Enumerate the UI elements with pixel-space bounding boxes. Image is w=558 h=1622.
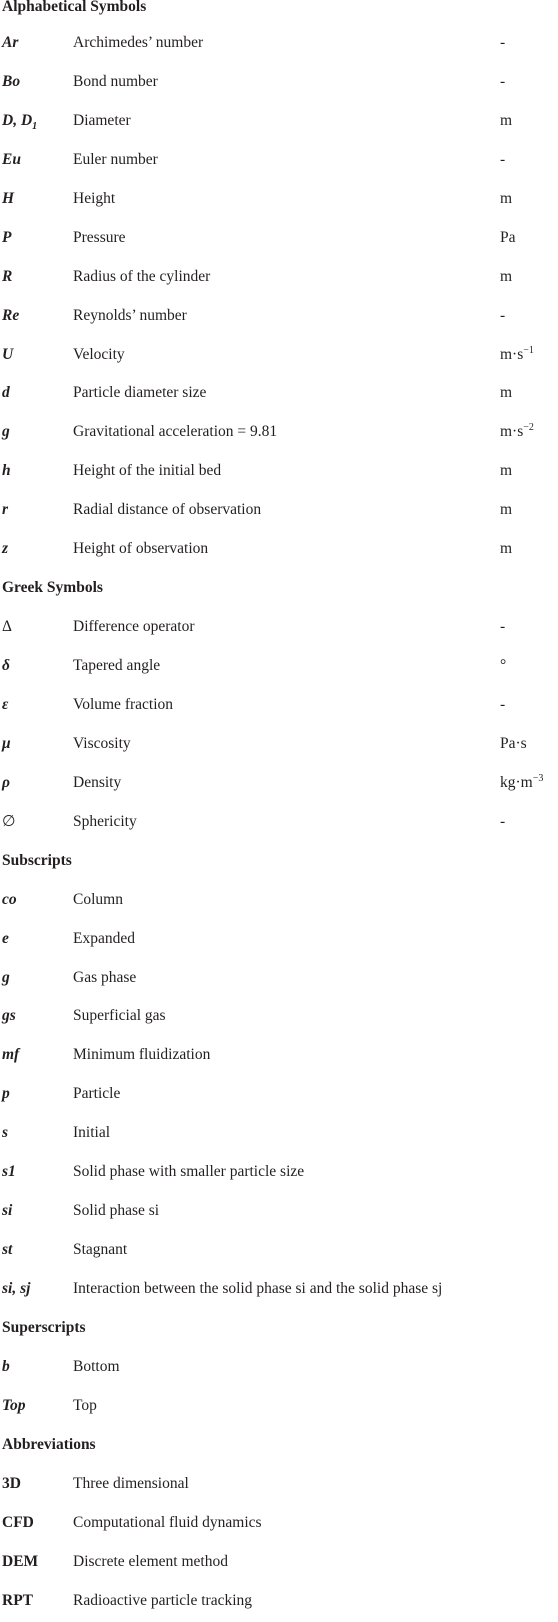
nomenclature-row	[0, 1233, 558, 1272]
nomenclature-row	[0, 1545, 558, 1584]
description-cell: Three dimensional	[73, 1473, 189, 1495]
nomenclature-row	[0, 221, 558, 260]
section-heading-row	[0, 1428, 558, 1467]
symbol-cell	[2, 772, 10, 794]
symbol-cell	[2, 1356, 10, 1378]
nomenclature-row	[0, 1272, 558, 1311]
symbol-text: P	[2, 229, 11, 246]
unit-cell	[500, 305, 505, 327]
unit-text: Pa·s	[500, 735, 527, 752]
unit-text: m	[500, 384, 512, 401]
symbol-cell	[2, 889, 17, 911]
section-heading-row	[0, 844, 558, 883]
nomenclature-row	[0, 766, 558, 805]
nomenclature-row	[0, 299, 558, 338]
symbol-text: si, sj	[2, 1280, 30, 1297]
nomenclature-row	[0, 65, 558, 104]
symbol-text: d	[2, 384, 10, 401]
symbol-cell	[2, 1239, 12, 1261]
nomenclature-row	[0, 1350, 558, 1389]
nomenclature-row	[0, 532, 558, 571]
nomenclature-row	[0, 805, 558, 844]
description-cell: Euler number	[73, 149, 158, 171]
nomenclature-row	[0, 999, 558, 1038]
description-cell: Top	[73, 1395, 97, 1417]
nomenclature-row	[0, 454, 558, 493]
symbol-cell	[2, 32, 18, 54]
symbol-text: U	[2, 346, 13, 363]
symbol-text: co	[2, 891, 17, 908]
symbol-cell	[2, 460, 11, 482]
description-cell: Particle diameter size	[73, 382, 206, 404]
description-cell: Density	[73, 772, 121, 794]
symbol-text: r	[2, 501, 8, 518]
unit-text: m·s	[500, 423, 523, 440]
unit-cell	[500, 188, 512, 210]
symbol-text: RPT	[2, 1592, 33, 1609]
unit-text: -	[500, 307, 505, 324]
symbol-cell	[2, 227, 11, 249]
symbol-text: μ	[2, 735, 11, 752]
symbol-text: 3D	[2, 1475, 21, 1492]
symbol-cell	[2, 811, 16, 833]
nomenclature-row	[0, 1389, 558, 1428]
description-cell: Velocity	[73, 344, 125, 366]
symbol-text: Eu	[2, 151, 21, 168]
nomenclature-row	[0, 1467, 558, 1506]
description-cell: Initial	[73, 1122, 110, 1144]
description-cell: Gravitational acceleration = 9.81	[73, 421, 277, 443]
description-cell: Column	[73, 889, 123, 911]
symbol-cell	[2, 694, 8, 716]
symbol-cell	[2, 71, 20, 93]
nomenclature-row	[0, 1116, 558, 1155]
symbol-cell	[2, 188, 14, 210]
symbol-cell	[2, 928, 9, 950]
symbol-cell	[2, 733, 11, 755]
symbol-cell	[2, 266, 12, 288]
symbol-cell	[2, 1473, 21, 1495]
unit-text: Pa	[500, 229, 516, 246]
symbol-cell	[2, 1161, 16, 1183]
symbol-text: Re	[2, 307, 19, 324]
description-cell: Viscosity	[73, 733, 131, 755]
description-cell: Difference operator	[73, 616, 195, 638]
symbol-text: R	[2, 268, 12, 285]
unit-text: -	[500, 34, 505, 51]
unit-cell	[500, 110, 512, 132]
symbol-text: p	[2, 1085, 10, 1102]
symbol-cell	[2, 1005, 16, 1027]
description-cell: Radioactive particle tracking	[73, 1590, 252, 1612]
symbol-text: H	[2, 190, 14, 207]
unit-cell	[500, 733, 527, 755]
unit-cell	[500, 538, 512, 560]
description-cell: Height	[73, 188, 115, 210]
symbol-cell	[2, 1512, 34, 1534]
nomenclature-row	[0, 26, 558, 65]
symbol-text: s	[2, 1124, 8, 1141]
unit-exponent: −1	[523, 344, 534, 355]
symbol-text: ∅	[2, 813, 16, 830]
unit-cell	[500, 499, 512, 521]
nomenclature-row	[0, 415, 558, 454]
unit-text: m	[500, 112, 512, 129]
description-cell: Reynolds’ number	[73, 305, 187, 327]
unit-cell	[500, 227, 516, 249]
unit-cell	[500, 266, 512, 288]
symbol-text: CFD	[2, 1514, 34, 1531]
symbol-text: z	[2, 540, 8, 557]
unit-text: m	[500, 268, 512, 285]
unit-text: °	[500, 657, 506, 674]
nomenclature-row	[0, 338, 558, 377]
unit-text: -	[500, 151, 505, 168]
symbol-text: DEM	[2, 1553, 38, 1570]
symbol-cell	[2, 1278, 30, 1300]
symbol-text: g	[2, 423, 10, 440]
symbol-subscript: 1	[32, 121, 37, 132]
description-cell: Expanded	[73, 928, 135, 950]
description-cell: Solid phase with smaller particle size	[73, 1161, 304, 1183]
unit-cell	[500, 421, 534, 443]
symbol-text: ε	[2, 696, 8, 713]
unit-text: -	[500, 696, 505, 713]
unit-text: m	[500, 462, 512, 479]
description-cell: Superficial gas	[73, 1005, 166, 1027]
unit-text: -	[500, 813, 505, 830]
symbol-text: si	[2, 1202, 12, 1219]
nomenclature-row	[0, 104, 558, 143]
symbol-text: s1	[2, 1163, 16, 1180]
unit-cell	[500, 772, 543, 794]
unit-text: m	[500, 190, 512, 207]
nomenclature-row	[0, 649, 558, 688]
unit-text: m	[500, 540, 512, 557]
nomenclature-row	[0, 1506, 558, 1545]
section-heading: Abbreviations	[2, 1434, 96, 1456]
description-cell: Interaction between the solid phase si and the solid phase sj	[73, 1278, 442, 1300]
nomenclature-row	[0, 688, 558, 727]
symbol-cell	[2, 616, 12, 638]
nomenclature-row	[0, 1584, 558, 1622]
description-cell: Discrete element method	[73, 1551, 228, 1573]
unit-text: m·s	[500, 346, 523, 363]
description-cell: Height of the initial bed	[73, 460, 221, 482]
symbol-cell	[2, 1122, 8, 1144]
unit-cell	[500, 149, 505, 171]
symbol-cell	[2, 382, 10, 404]
description-cell: Tapered angle	[73, 655, 160, 677]
description-cell: Radial distance of observation	[73, 499, 261, 521]
unit-text: m	[500, 501, 512, 518]
symbol-text: Top	[2, 1397, 26, 1414]
section-heading: Alphabetical Symbols	[2, 0, 146, 18]
unit-exponent: −3	[533, 773, 544, 784]
nomenclature-row	[0, 182, 558, 221]
section-heading-row	[0, 571, 558, 610]
section-heading: Superscripts	[2, 1317, 86, 1339]
symbol-cell	[2, 110, 37, 132]
description-cell: Stagnant	[73, 1239, 127, 1261]
description-cell: Bottom	[73, 1356, 120, 1378]
description-cell: Archimedes’ number	[73, 32, 203, 54]
description-cell: Diameter	[73, 110, 131, 132]
unit-text: kg·m	[500, 774, 533, 791]
nomenclature-row	[0, 1155, 558, 1194]
symbol-cell	[2, 1551, 38, 1573]
description-cell: Solid phase si	[73, 1200, 159, 1222]
symbol-text: e	[2, 930, 9, 947]
symbol-cell	[2, 149, 21, 171]
unit-cell	[500, 32, 505, 54]
nomenclature-row	[0, 143, 558, 182]
section-heading-row	[0, 1311, 558, 1350]
symbol-text: δ	[2, 657, 10, 674]
unit-cell	[500, 694, 505, 716]
unit-cell	[500, 616, 505, 638]
nomenclature-row	[0, 883, 558, 922]
nomenclature-row	[0, 961, 558, 1000]
symbol-text: st	[2, 1241, 12, 1258]
symbol-text: g	[2, 969, 10, 986]
symbol-cell	[2, 1200, 12, 1222]
unit-exponent: −2	[523, 422, 534, 433]
unit-cell	[500, 811, 505, 833]
symbol-text: gs	[2, 1007, 16, 1024]
nomenclature-row	[0, 260, 558, 299]
symbol-cell	[2, 1395, 26, 1417]
nomenclature-row	[0, 376, 558, 415]
section-heading: Greek Symbols	[2, 577, 103, 599]
symbol-cell	[2, 1083, 10, 1105]
description-cell: Minimum fluidization	[73, 1044, 210, 1066]
nomenclature-row	[0, 493, 558, 532]
symbol-text: b	[2, 1358, 10, 1375]
symbol-text: Ar	[2, 34, 18, 51]
description-cell: Computational fluid dynamics	[73, 1512, 262, 1534]
nomenclature-row	[0, 1038, 558, 1077]
description-cell: Bond number	[73, 71, 158, 93]
unit-text: -	[500, 618, 505, 635]
symbol-text: D, D	[2, 112, 32, 129]
description-cell: Height of observation	[73, 538, 208, 560]
description-cell: Pressure	[73, 227, 126, 249]
symbol-cell	[2, 344, 13, 366]
symbol-cell	[2, 655, 10, 677]
nomenclature-row	[0, 1194, 558, 1233]
nomenclature-row	[0, 1077, 558, 1116]
unit-cell	[500, 71, 505, 93]
unit-cell	[500, 655, 506, 677]
unit-text: -	[500, 73, 505, 90]
description-cell: Sphericity	[73, 811, 137, 833]
unit-cell	[500, 382, 512, 404]
unit-cell	[500, 460, 512, 482]
symbol-text: ρ	[2, 774, 10, 791]
nomenclature-row	[0, 727, 558, 766]
nomenclature-row	[0, 610, 558, 649]
symbol-cell	[2, 967, 10, 989]
nomenclature-row	[0, 922, 558, 961]
unit-cell	[500, 344, 534, 366]
section-heading-row	[0, 0, 558, 26]
symbol-text: Bo	[2, 73, 20, 90]
symbol-cell	[2, 538, 8, 560]
symbol-cell	[2, 499, 8, 521]
symbol-cell	[2, 1044, 19, 1066]
description-cell: Volume fraction	[73, 694, 173, 716]
symbol-text: Δ	[2, 618, 12, 635]
symbol-text: h	[2, 462, 11, 479]
description-cell: Particle	[73, 1083, 120, 1105]
section-heading: Subscripts	[2, 850, 72, 872]
symbol-text: mf	[2, 1046, 19, 1063]
symbol-cell	[2, 421, 10, 443]
description-cell: Gas phase	[73, 967, 136, 989]
symbol-cell	[2, 305, 19, 327]
description-cell: Radius of the cylinder	[73, 266, 210, 288]
symbol-cell	[2, 1590, 33, 1612]
